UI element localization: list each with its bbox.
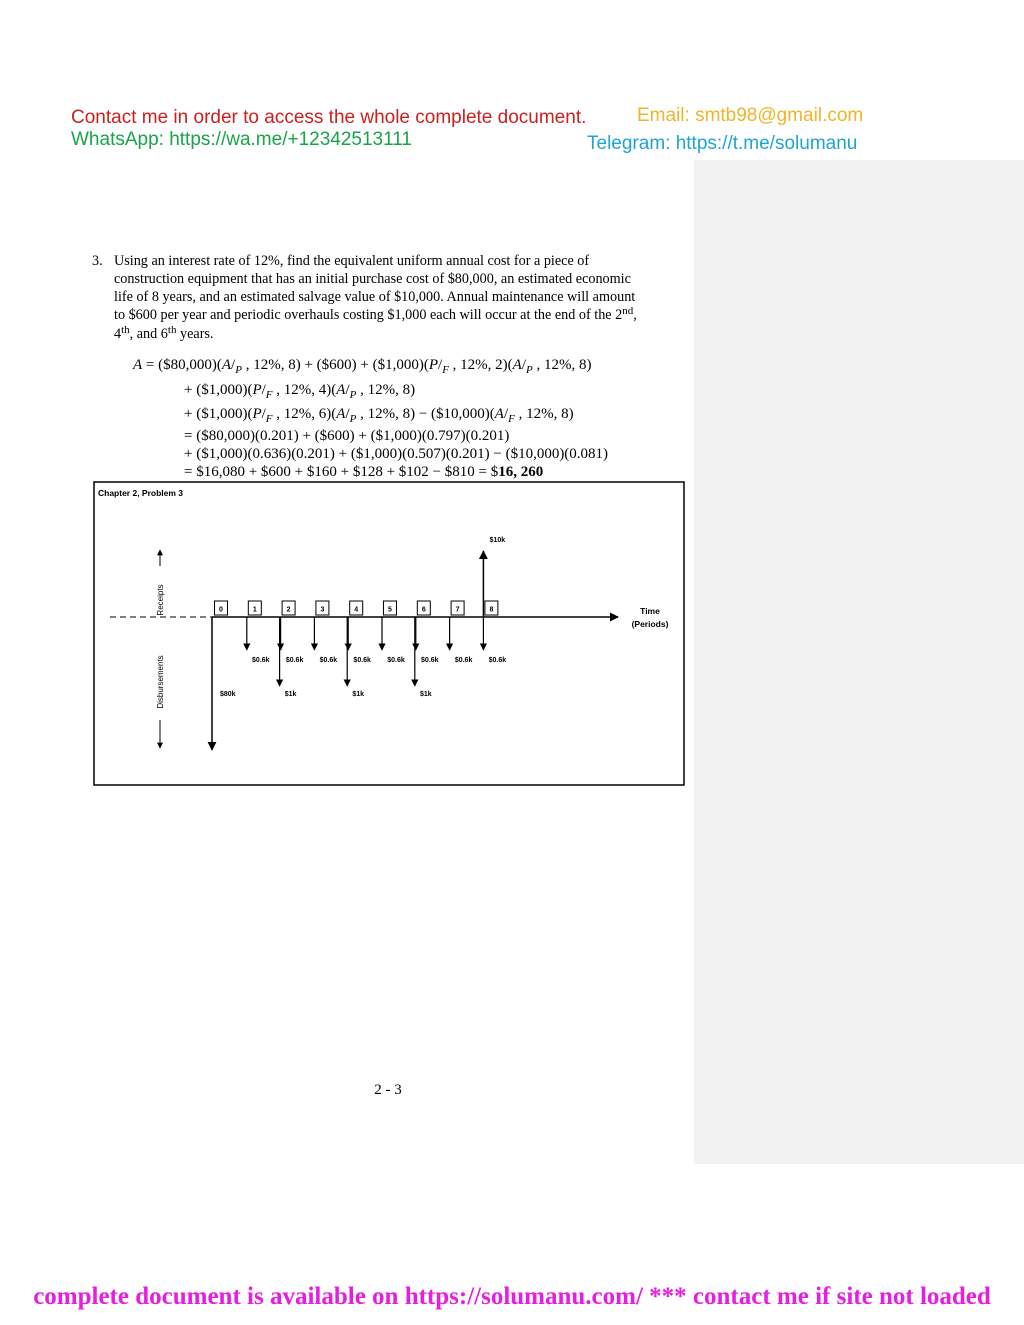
maintenance-label: $0.6k: [454, 657, 473, 664]
maintenance-label: $0.6k: [252, 657, 270, 664]
maintenance-label: $0.6k: [319, 657, 338, 664]
problem-number: 3.: [92, 253, 103, 269]
receipts-label: Receipts: [156, 584, 165, 616]
periods-label: (Periods): [631, 619, 669, 629]
contact-message: Contact me in order to access the whole complete document.: [71, 107, 587, 128]
page-number: 2 - 3: [374, 1082, 402, 1098]
equation-line-6: = $16,080 + $600 + $160 + $128 + $102 − $810 = $16, 260: [184, 464, 544, 480]
problem-line: to $600 per year and periodic overhauls costing $1,000 each will occur at the end of the 2nd,: [114, 305, 637, 323]
equation-line-1: $A = (\$80,000)(A/_P$ , 12%, 8) + ($600) + $(\$1,000)(P/_F$ , 12%, $2)(A/_P$ , 12%, 8): [133, 357, 592, 376]
equation-line-3: + $(\$1,000)(P/_F$ , 12%, $6)(A/_P$ , 12%, $8) - (\$10,000)(A/_F$ , 12%, 8): [184, 406, 574, 425]
time-label: Time: [640, 606, 660, 616]
period-label: 0: [219, 606, 223, 614]
email-link[interactable]: Email: smtb98@gmail.com: [637, 105, 864, 126]
initial-cost-label: $80k: [220, 691, 236, 698]
maintenance-label: $0.6k: [285, 657, 304, 664]
equation-line-4: = ($80,000)(0.201) + ($600) + ($1,000)(0.797)(0.201): [184, 428, 510, 444]
overhaul-label: $1k: [284, 691, 297, 698]
period-label: 6: [421, 606, 426, 614]
whatsapp-link[interactable]: WhatsApp: https://wa.me/+12342513111: [71, 129, 412, 150]
period-label: 7: [455, 606, 460, 614]
disbursements-label: Disbursements: [156, 655, 165, 709]
diagram-title: Chapter 2, Problem 3: [98, 488, 184, 498]
problem-line: life of 8 years, and an estimated salvage value of $10,000. Annual maintenance will amount: [114, 289, 636, 305]
equation-result: 16, 260: [498, 464, 544, 480]
period-label: 8: [489, 606, 494, 614]
telegram-link[interactable]: Telegram: https://t.me/solumanu: [587, 133, 858, 154]
problem-line: construction equipment that has an initial purchase cost of $80,000, an estimated economic: [114, 271, 631, 287]
diagram-frame: [94, 482, 684, 785]
problem-line: 4th, and 6th years.: [114, 324, 214, 342]
maintenance-label: $0.6k: [353, 657, 371, 664]
maintenance-label: $0.6k: [421, 657, 439, 664]
equation-line-2: + $(\$1,000)(P/_F$ , 12%, $4)(A/_P$ , 12%, 8): [184, 382, 416, 401]
maintenance-label: $0.6k: [488, 657, 507, 664]
footer-banner[interactable]: complete document is available on https://solumanu.com/ *** contact me if site not loaded: [33, 1283, 991, 1310]
problem-line: Using an interest rate of 12%, find the equivalent uniform annual cost for a piece of: [114, 253, 590, 269]
period-label: 4: [354, 606, 359, 614]
overhaul-label: $1k: [419, 691, 432, 698]
maintenance-label: $0.6k: [387, 657, 405, 664]
equation-line-5: + ($1,000)(0.636)(0.201) + ($1,000)(0.507)(0.201) − ($10,000)(0.081): [184, 446, 609, 462]
period-label: 5: [388, 606, 392, 614]
period-label: 2: [286, 606, 291, 614]
period-label: 1: [252, 606, 257, 614]
period-label: 3: [320, 606, 325, 614]
overhaul-label: $1k: [352, 691, 365, 698]
salvage-label: $10k: [489, 537, 506, 544]
